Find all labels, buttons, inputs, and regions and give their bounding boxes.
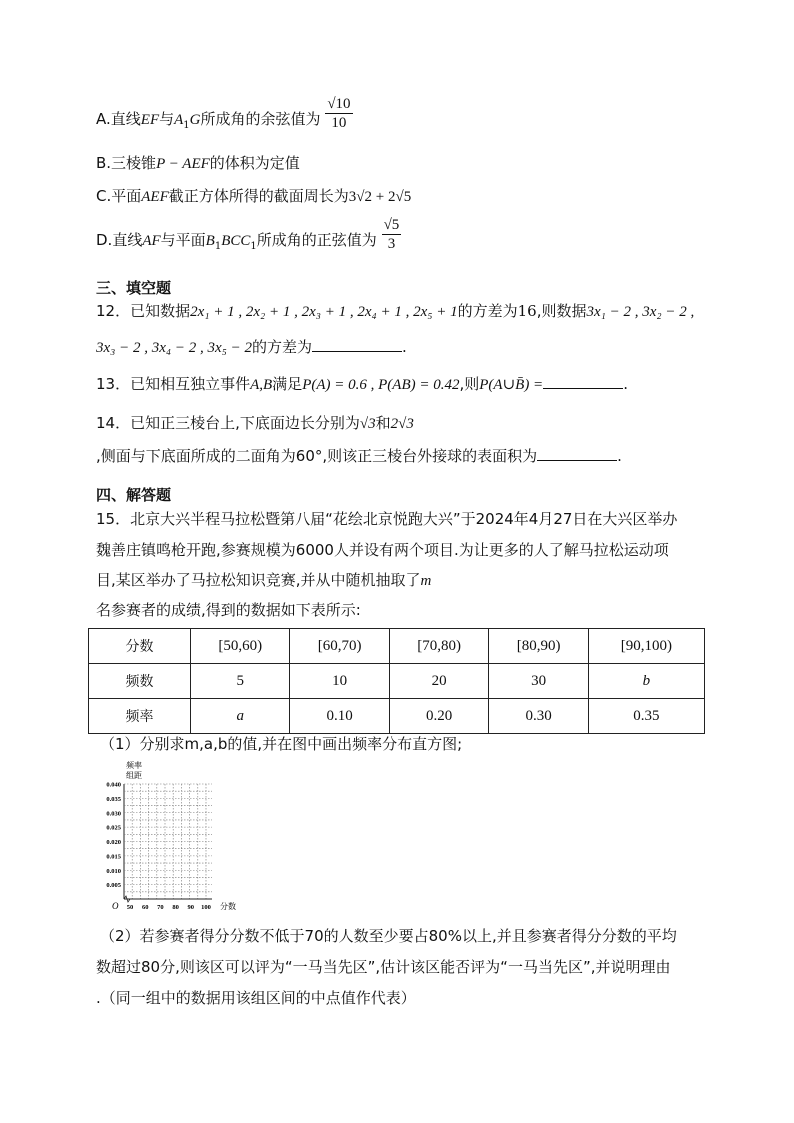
table-cell: [60,70) bbox=[290, 629, 389, 664]
answer-blank-14[interactable] bbox=[537, 446, 617, 461]
frequency-table bbox=[88, 628, 705, 734]
y-axis-label-top: 频率 bbox=[126, 761, 142, 770]
x-tick-label: 80 bbox=[172, 904, 179, 911]
option-d: D.直线AF与平面$B_1BCC_1$所成角的正弦值为 $\frac{√5}{3}$ bbox=[96, 216, 400, 252]
y-axis-label-bottom: 组距 bbox=[126, 771, 142, 780]
question-12-line1: 12．已知数据2x₁ + 1 , 2x₂ + 1 , 2x₃ + 1 , 2x₄ + 1 , 2x₅ + 1的方差为16,则数据3x₁ − 2 , 3x₂ − 2 , bbox=[96, 302, 695, 320]
option-c: C.平面AEF截正方体所得的截面周长为3√2 + 2√5 bbox=[96, 187, 412, 205]
x-tick-label: 50 bbox=[126, 904, 134, 911]
table-row-label: 频率 bbox=[89, 699, 191, 734]
question-14-line1: 14．已知正三棱台上,下底面边长分别为√3和2√3 bbox=[96, 414, 414, 432]
table-row-score bbox=[89, 629, 705, 664]
y-tick-label: 0.040 bbox=[106, 781, 121, 789]
option-a: A.直线EF与$A_1G$所成角的余弦值为 $\frac{√10}{10}$ bbox=[96, 95, 351, 131]
x-tick-label: 60 bbox=[141, 904, 149, 911]
answer-blank-12[interactable] bbox=[312, 337, 402, 352]
table-cell: 0.35 bbox=[588, 699, 704, 734]
question-15-part2-line3: .（同一组中的数据用该组区间的中点值作代表） bbox=[96, 989, 416, 1007]
table-cell: 0.10 bbox=[290, 699, 389, 734]
table-cell: a bbox=[191, 699, 290, 734]
histogram-grid bbox=[96, 756, 246, 916]
table-cell: 30 bbox=[489, 664, 588, 699]
table-cell: 5 bbox=[191, 664, 290, 699]
table-cell: [90,100) bbox=[588, 629, 704, 664]
fraction-sqrt10-over-10: $\frac{√10}{10}$ bbox=[327, 95, 351, 131]
option-b: B.三棱锥P − AEF的体积为定值 bbox=[96, 154, 300, 172]
x-axis-label: 分数 bbox=[220, 902, 236, 911]
x-tick-label: 90 bbox=[187, 904, 195, 911]
table-cell: 0.30 bbox=[489, 699, 588, 734]
x-tick-label: 100 bbox=[201, 904, 211, 911]
table-row-frequency bbox=[89, 699, 705, 734]
origin-label: O bbox=[112, 901, 119, 911]
question-12-line2: 3x₃ − 2 , 3x₄ − 2 , 3x₅ − 2的方差为 . bbox=[96, 338, 407, 356]
table-cell: 0.20 bbox=[389, 699, 488, 734]
table-cell: 20 bbox=[389, 664, 488, 699]
section-heading-fill-in: 三、填空题 bbox=[96, 279, 172, 297]
table-cell: [50,60) bbox=[191, 629, 290, 664]
fraction-sqrt5-over-3: $\frac{√5}{3}$ bbox=[383, 216, 400, 252]
x-tick-label: 70 bbox=[157, 904, 164, 911]
table-cell: 10 bbox=[290, 664, 389, 699]
y-tick-label: 0.010 bbox=[106, 867, 121, 875]
table-cell: [70,80) bbox=[389, 629, 488, 664]
table-row-count bbox=[89, 664, 705, 699]
question-13: 13．已知相互独立事件A,B满足P(A) = 0.6 , P(AB) = 0.42,则P(A∪B̄) = . bbox=[96, 375, 628, 393]
y-tick-label: 0.005 bbox=[106, 882, 121, 890]
question-15-line3: 目,某区举办了马拉松知识竞赛,并从中随机抽取了m bbox=[96, 571, 432, 589]
question-15-part1: （1）分别求m,a,b的值,并在图中画出频率分布直方图; bbox=[100, 735, 463, 753]
table-row-label: 频数 bbox=[89, 664, 191, 699]
question-14-line2: ,侧面与下底面所成的二面角为60°,则该正三棱台外接球的表面积为 . bbox=[96, 447, 622, 465]
answer-blank-13[interactable] bbox=[543, 374, 623, 389]
y-tick-label: 0.035 bbox=[106, 795, 121, 803]
table-row-label: 分数 bbox=[89, 629, 191, 664]
question-15-part2-line2: 数超过80分,则该区可以评为“一马当先区”,估计该区能否评为“一马当先区”,并说明理由 bbox=[96, 958, 671, 976]
table-cell: [80,90) bbox=[489, 629, 588, 664]
y-tick-label: 0.030 bbox=[106, 810, 121, 818]
section-heading-solve: 四、解答题 bbox=[96, 486, 172, 504]
question-15-line2: 魏善庄镇鸣枪开跑,参赛规模为6000人并设有两个项目.为让更多的人了解马拉松运动项 bbox=[96, 541, 669, 559]
y-tick-label: 0.025 bbox=[106, 824, 121, 832]
question-15-part2-line1: （2）若参赛者得分分数不低于70的人数至少要占80%以上,并且参赛者得分分数的平均 bbox=[100, 927, 677, 945]
question-15-line1: 15．北京大兴半程马拉松暨第八届“花绘北京悦跑大兴”于2024年4月27日在大兴区举办 bbox=[96, 510, 678, 528]
table-cell: b bbox=[588, 664, 704, 699]
question-15-line4: 名参赛者的成绩,得到的数据如下表所示: bbox=[96, 601, 361, 619]
y-tick-label: 0.015 bbox=[106, 853, 121, 861]
y-tick-label: 0.020 bbox=[106, 839, 121, 846]
